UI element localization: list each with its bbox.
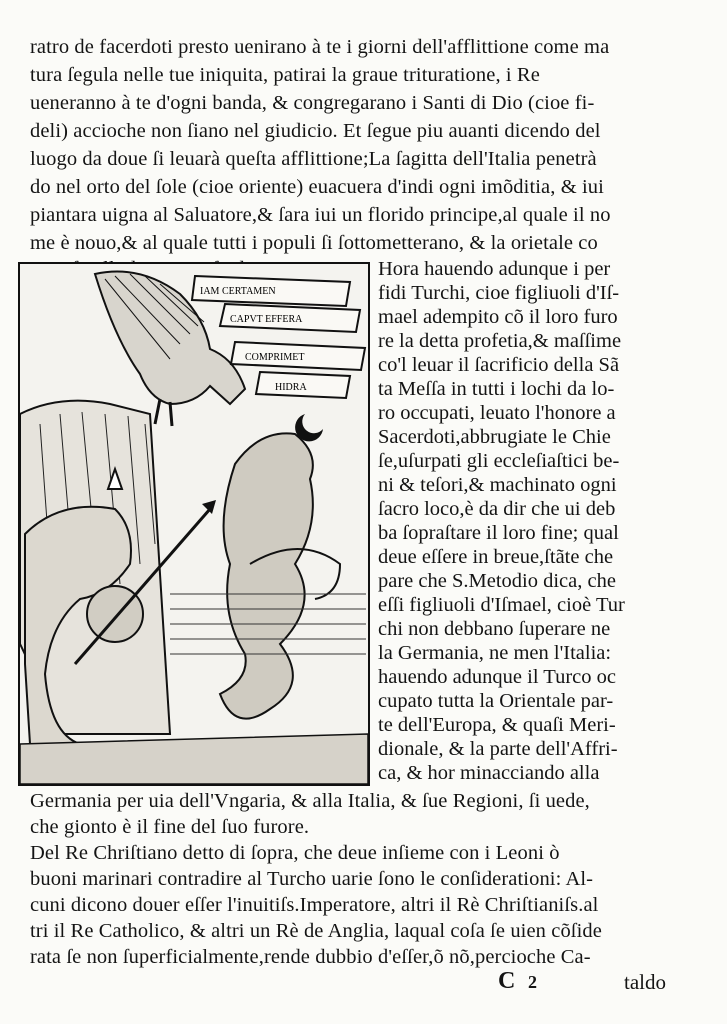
column-line: ta Meſſa in tutti i lochi da lo-	[378, 378, 615, 400]
text-line: luogo da doue ſi leuarà queſta afflittione;La ſagitta dell'Italia penetrà	[30, 148, 597, 170]
column-line: ca, & hor minacciando alla	[378, 762, 600, 784]
text-line: do nel orto del ſole (cioe oriente) euacuera d'indi ogni imõditia, & iui	[30, 176, 604, 198]
column-line: ro occupati, leuato l'honore a	[378, 402, 616, 424]
text-line: tura ſegula nelle tue iniquita, patirai la graue trituratione, i Re	[30, 64, 540, 86]
column-line: co'l leuar il ſacrificio della Sã	[378, 354, 620, 376]
banner-text: IAM CERTAMEN	[200, 286, 276, 297]
column-line: fidi Turchi, cioe figliuoli d'Iſ-	[378, 282, 620, 304]
text-line: ratro de facerdoti presto uenirano à te i giorni dell'afflittione come ma	[30, 36, 610, 58]
text-line: deli) accioche non ſiano nel giudicio. Et ſegue piu auanti dicendo del	[30, 120, 601, 142]
text-line: Germania per uia dell'Vngaria, & alla Italia, & ſue Regioni, ſi uede,	[30, 790, 590, 812]
catchword: taldo	[624, 970, 666, 994]
column-line: ba ſopraſtare il loro fine; qual	[378, 522, 619, 544]
text-line: piantara uigna al Saluatore,& ſara iui un florido principe,al quale il no	[30, 204, 611, 226]
column-line: cupato tutta la Orientale par-	[378, 690, 614, 712]
column-line: te dell'Europa, & quaſi Meri-	[378, 714, 616, 736]
column-line: re la detta profetia,& maſſime	[378, 330, 622, 352]
signature-letter: C	[498, 968, 516, 994]
text-line: che gionto è il fine del ſuo furore.	[30, 816, 310, 838]
column-line: mael adempito cõ il loro furo	[378, 306, 618, 328]
column-line: la Germania, ne men l'Italia:	[378, 642, 612, 664]
text-line: Del Re Chriſtiano detto di ſopra, che deue inſieme con i Leoni ò	[30, 842, 560, 864]
column-line: dionale, & la parte dell'Affri-	[378, 738, 618, 760]
woodcut-drawing	[20, 264, 368, 784]
woodcut-illustration	[18, 262, 370, 786]
signature-number: 2	[528, 972, 537, 992]
text-line: tri il Re Catholico, & altri un Rè de Anglia, laqual coſa ſe uien cõſide	[30, 920, 602, 942]
text-line: rata ſe non ſuperficialmente,rende dubbio d'eſſer,õ nõ,percioche Ca-	[30, 946, 591, 968]
banner-text: HIDRA	[275, 382, 307, 393]
column-line: deue eſſere in breue,ſtãte che	[378, 546, 614, 568]
text-line: cuni dicono douer eſſer l'inuitiſs.Imperatore, altri il Rè Chriſtianiſs.al	[30, 894, 599, 916]
text-line: buoni marinari contradire al Turcho uarie ſono le conſiderationi: Al-	[30, 868, 594, 890]
column-line: hauendo adunque il Turco oc	[378, 666, 616, 688]
column-line: ſe,uſurpati gli eccleſiaſtici be-	[378, 450, 620, 472]
banner-text: COMPRIMET	[245, 352, 305, 363]
column-line: eſſi figliuoli d'Iſmael, cioè Tur	[378, 594, 625, 616]
column-line: ſacro loco,è da dir che ui deb	[378, 498, 616, 520]
column-line: pare che S.Metodio dica, che	[378, 570, 616, 592]
column-line: ni & teſori,& machinato ogni	[378, 474, 617, 496]
column-line: chi non debbano ſuperare ne	[378, 618, 611, 640]
banner-text: CAPVT EFFERA	[230, 314, 303, 325]
column-line: Hora hauendo adunque i per	[378, 258, 611, 280]
text-line: me è nouo,& al quale tutti i populi ſi ſottometterano, & la orietale co	[30, 232, 598, 254]
column-line: Sacerdoti,abbrugiate le Chie	[378, 426, 611, 448]
text-line: ueneranno à te d'ogni banda, & congregarano i Santi di Dio (cioe fi-	[30, 92, 595, 114]
